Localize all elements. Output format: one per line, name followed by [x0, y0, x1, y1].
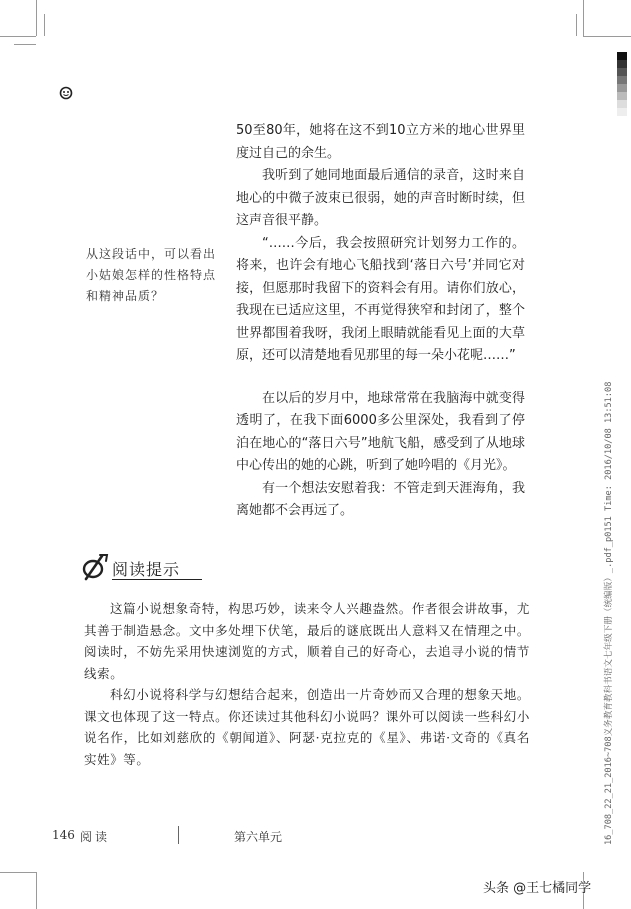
print-info-strip: [603, 285, 617, 845]
crop-mark: [583, 0, 584, 36]
reading-tips-text: [84, 598, 530, 770]
footer-section: 阅读: [80, 830, 111, 844]
reading-tips-icon: [80, 552, 110, 582]
page-number: 146: [52, 828, 75, 842]
crop-mark: [14, 44, 36, 45]
reading-tips-title: 阅读提示: [112, 560, 181, 579]
footer-unit: 第六单元: [234, 830, 283, 844]
crop-mark: [576, 14, 577, 36]
print-info-text: 16_708_22_21_2016~708义务教育教科书语文七年级下册（统编版）_.pdf_p0151 Time: 2016/10/08 13:51:08: [604, 381, 614, 845]
side-question: 从这段话中，可以看出小姑娘怎样的性格特点和精神品质？: [86, 247, 217, 303]
page-footer: [52, 828, 312, 844]
story-paragraph: 有一个想法安慰着我：不管走到天涯海角，我离她都不会再远了。: [236, 480, 525, 518]
story-paragraph: “……今后，我会按照研究计划努力工作的。将来，也许会有地心飞船找到‘落日六号’并同它对接，但愿那时我留下的资料会有用。请你们放心，我现在已适应这里，不再觉得狭窄和封闭了，整个世界都围着我呀，我闭上眼睛就能看见上面的大草原，还可以清楚地看见那里的每一朵小花呢……”: [236, 235, 525, 363]
gray-calibration-ruler: [617, 52, 627, 116]
registration-smiley-icon: [59, 86, 73, 100]
story-paragraph: 50至80年，她将在这不到10立方米的地心世界里度过自己的余生。: [236, 123, 525, 161]
footer-divider: [178, 826, 179, 844]
crop-mark: [36, 872, 37, 909]
story-text: [236, 120, 525, 523]
watermark: 头条 @王七橘同学: [483, 881, 592, 896]
reading-tips-header: [80, 552, 200, 584]
crop-mark: [583, 36, 631, 37]
tips-paragraph: 科幻小说将科学与幻想结合起来，创造出一片奇妙而又合理的想象天地。课文也体现了这一特点。你还读过其他科幻小说吗？课外可以阅读一些科幻小说名作，比如刘慈欣的《朝闻道》、阿瑟·克拉克的《星》、弗诺·文奇的《真名实姓》等。: [84, 687, 530, 767]
reading-tips-underline: [112, 579, 202, 580]
crop-mark: [0, 872, 36, 873]
crop-mark: [0, 36, 36, 37]
crop-mark: [36, 0, 37, 36]
crop-mark: [44, 14, 45, 36]
story-paragraph: 在以后的岁月中，地球常常在我脑海中就变得透明了，在我下面6000多公里深处，我看到了停泊在地心的“落日六号”地航飞船，感受到了从地球中心传出的她的心跳，听到了她吟唱的《月光》。: [236, 390, 525, 473]
tips-paragraph: 这篇小说想象奇特，构思巧妙，读来令人兴趣盎然。作者很会讲故事，尤其善于制造悬念。文中多处埋下伏笔，最后的谜底既出人意料又在情理之中。阅读时，不妨先采用快速浏览的方式，顺着自己的好奇心，去追寻小说的情节线索。: [84, 601, 530, 681]
story-paragraph: 我听到了她同地面最后通信的录音，这时来自地心的中微子波束已很弱，她的声音时断时续，但这声音很平静。: [236, 168, 525, 228]
